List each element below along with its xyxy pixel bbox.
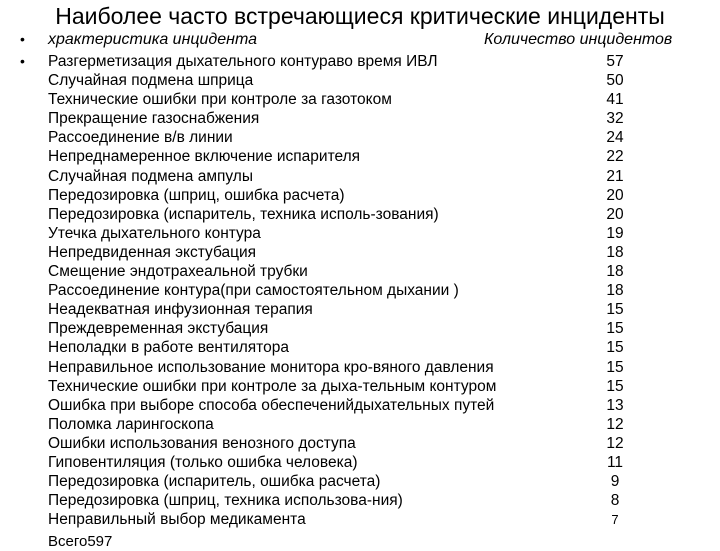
incident-row bbox=[0, 472, 720, 491]
incident-label: Передозировка (шприц, ошибка расчета) bbox=[48, 186, 345, 204]
incident-row bbox=[0, 510, 720, 529]
incident-label: Случайная подмена ампулы bbox=[48, 167, 253, 185]
incident-row bbox=[0, 281, 720, 300]
incident-row bbox=[0, 377, 720, 396]
incident-row bbox=[0, 52, 720, 71]
incident-count: 41 bbox=[606, 91, 624, 109]
count-column-header: Количество инцидентов bbox=[484, 31, 673, 48]
total-line-cutoff: Всего597 bbox=[48, 533, 113, 550]
incident-row bbox=[0, 147, 720, 166]
incident-count: 32 bbox=[606, 110, 624, 128]
incident-label: Непредвиденная экстубация bbox=[48, 243, 257, 261]
incident-label: Неполадки в работе вентилятора bbox=[48, 339, 289, 357]
incident-count: 50 bbox=[606, 72, 624, 90]
incident-count: 7 bbox=[611, 512, 619, 528]
incident-label: Прекращение газоснабжения bbox=[48, 110, 260, 128]
incident-label: Технические ошибки при контроле за газотоком bbox=[48, 91, 392, 109]
incident-label: Неадекватная инфузионная терапия bbox=[48, 301, 313, 319]
incident-row bbox=[0, 358, 720, 377]
column-header-row bbox=[0, 30, 720, 49]
slide-title: Наиболее часто встречающиеся критические инциденты bbox=[55, 3, 665, 29]
incident-label: Ошибки использования венозного доступа bbox=[48, 434, 356, 452]
incident-label: Ошибка при выборе способа обеспеченийдыхательных путей bbox=[48, 396, 495, 414]
incident-label: Технические ошибки при контроле за дыха-тельным контуром bbox=[48, 377, 497, 395]
incident-row bbox=[0, 415, 720, 434]
incident-label: Утечка дыхательного контура bbox=[48, 224, 261, 242]
incident-count: 22 bbox=[606, 148, 624, 166]
incident-count: 15 bbox=[606, 358, 624, 376]
incident-count: 15 bbox=[606, 320, 624, 338]
incident-row bbox=[0, 90, 720, 109]
incident-count: 20 bbox=[606, 186, 624, 204]
incident-count: 18 bbox=[606, 263, 624, 281]
incident-label: Неправильное использование монитора кро-вяного давления bbox=[48, 358, 494, 376]
incident-label: Передозировка (испаритель, техника исполь-зования) bbox=[48, 205, 439, 223]
incident-label: Гиповентиляция (только ошибка человека) bbox=[48, 453, 358, 471]
incident-label: Передозировка (испаритель, ошибка расчета) bbox=[48, 473, 381, 491]
characteristic-column-header: храктеристика инцидента bbox=[48, 31, 258, 48]
incident-label: Рассоединение контура(при самостоятельном дыхании ) bbox=[48, 282, 459, 300]
bullet-icon: • bbox=[20, 53, 25, 69]
incident-row bbox=[0, 300, 720, 319]
incident-count: 15 bbox=[606, 377, 624, 395]
incident-row bbox=[0, 243, 720, 262]
incident-row bbox=[0, 109, 720, 128]
incident-row bbox=[0, 434, 720, 453]
incident-row bbox=[0, 396, 720, 415]
incident-label: Случайная подмена шприца bbox=[48, 72, 254, 90]
incident-row bbox=[0, 338, 720, 357]
bullet-icon: • bbox=[20, 31, 25, 47]
incident-count: 21 bbox=[606, 167, 624, 185]
incident-count: 19 bbox=[606, 224, 624, 242]
incident-row bbox=[0, 167, 720, 186]
incident-count: 12 bbox=[606, 434, 624, 452]
incident-row bbox=[0, 186, 720, 205]
incident-count: 8 bbox=[610, 492, 620, 510]
incident-count: 9 bbox=[610, 473, 620, 491]
incident-row bbox=[0, 319, 720, 338]
incident-label: Разгерметизация дыхательного контураво время ИВЛ bbox=[48, 53, 438, 70]
incident-label: Неправильный выбор медикамента bbox=[48, 511, 306, 529]
incident-count: 15 bbox=[606, 301, 624, 319]
incident-count: 15 bbox=[606, 339, 624, 357]
incident-label: Смещение эндотрахеальной трубки bbox=[48, 263, 308, 281]
incident-row bbox=[0, 205, 720, 224]
incident-count: 24 bbox=[606, 129, 624, 147]
incident-row bbox=[0, 491, 720, 510]
incident-count: 18 bbox=[606, 282, 624, 300]
incident-count: 11 bbox=[606, 453, 624, 471]
incident-label: Передозировка (шприц, техника использова-ния) bbox=[48, 492, 403, 510]
incident-row bbox=[0, 262, 720, 281]
incident-count: 57 bbox=[606, 53, 624, 70]
incident-label: Рассоединение в/в линии bbox=[48, 129, 233, 147]
incident-count: 13 bbox=[606, 396, 624, 414]
incident-label: Преждевременная экстубация bbox=[48, 320, 269, 338]
incident-count: 20 bbox=[606, 205, 624, 223]
incident-row bbox=[0, 453, 720, 472]
incident-count: 18 bbox=[606, 243, 624, 261]
incident-count: 12 bbox=[606, 415, 624, 433]
incident-label: Непреднамеренное включение испарителя bbox=[48, 148, 361, 166]
incident-row bbox=[0, 224, 720, 243]
incident-label: Поломка ларингоскопа bbox=[48, 415, 214, 433]
incident-row bbox=[0, 128, 720, 147]
incident-list bbox=[0, 52, 720, 529]
incident-row bbox=[0, 71, 720, 90]
